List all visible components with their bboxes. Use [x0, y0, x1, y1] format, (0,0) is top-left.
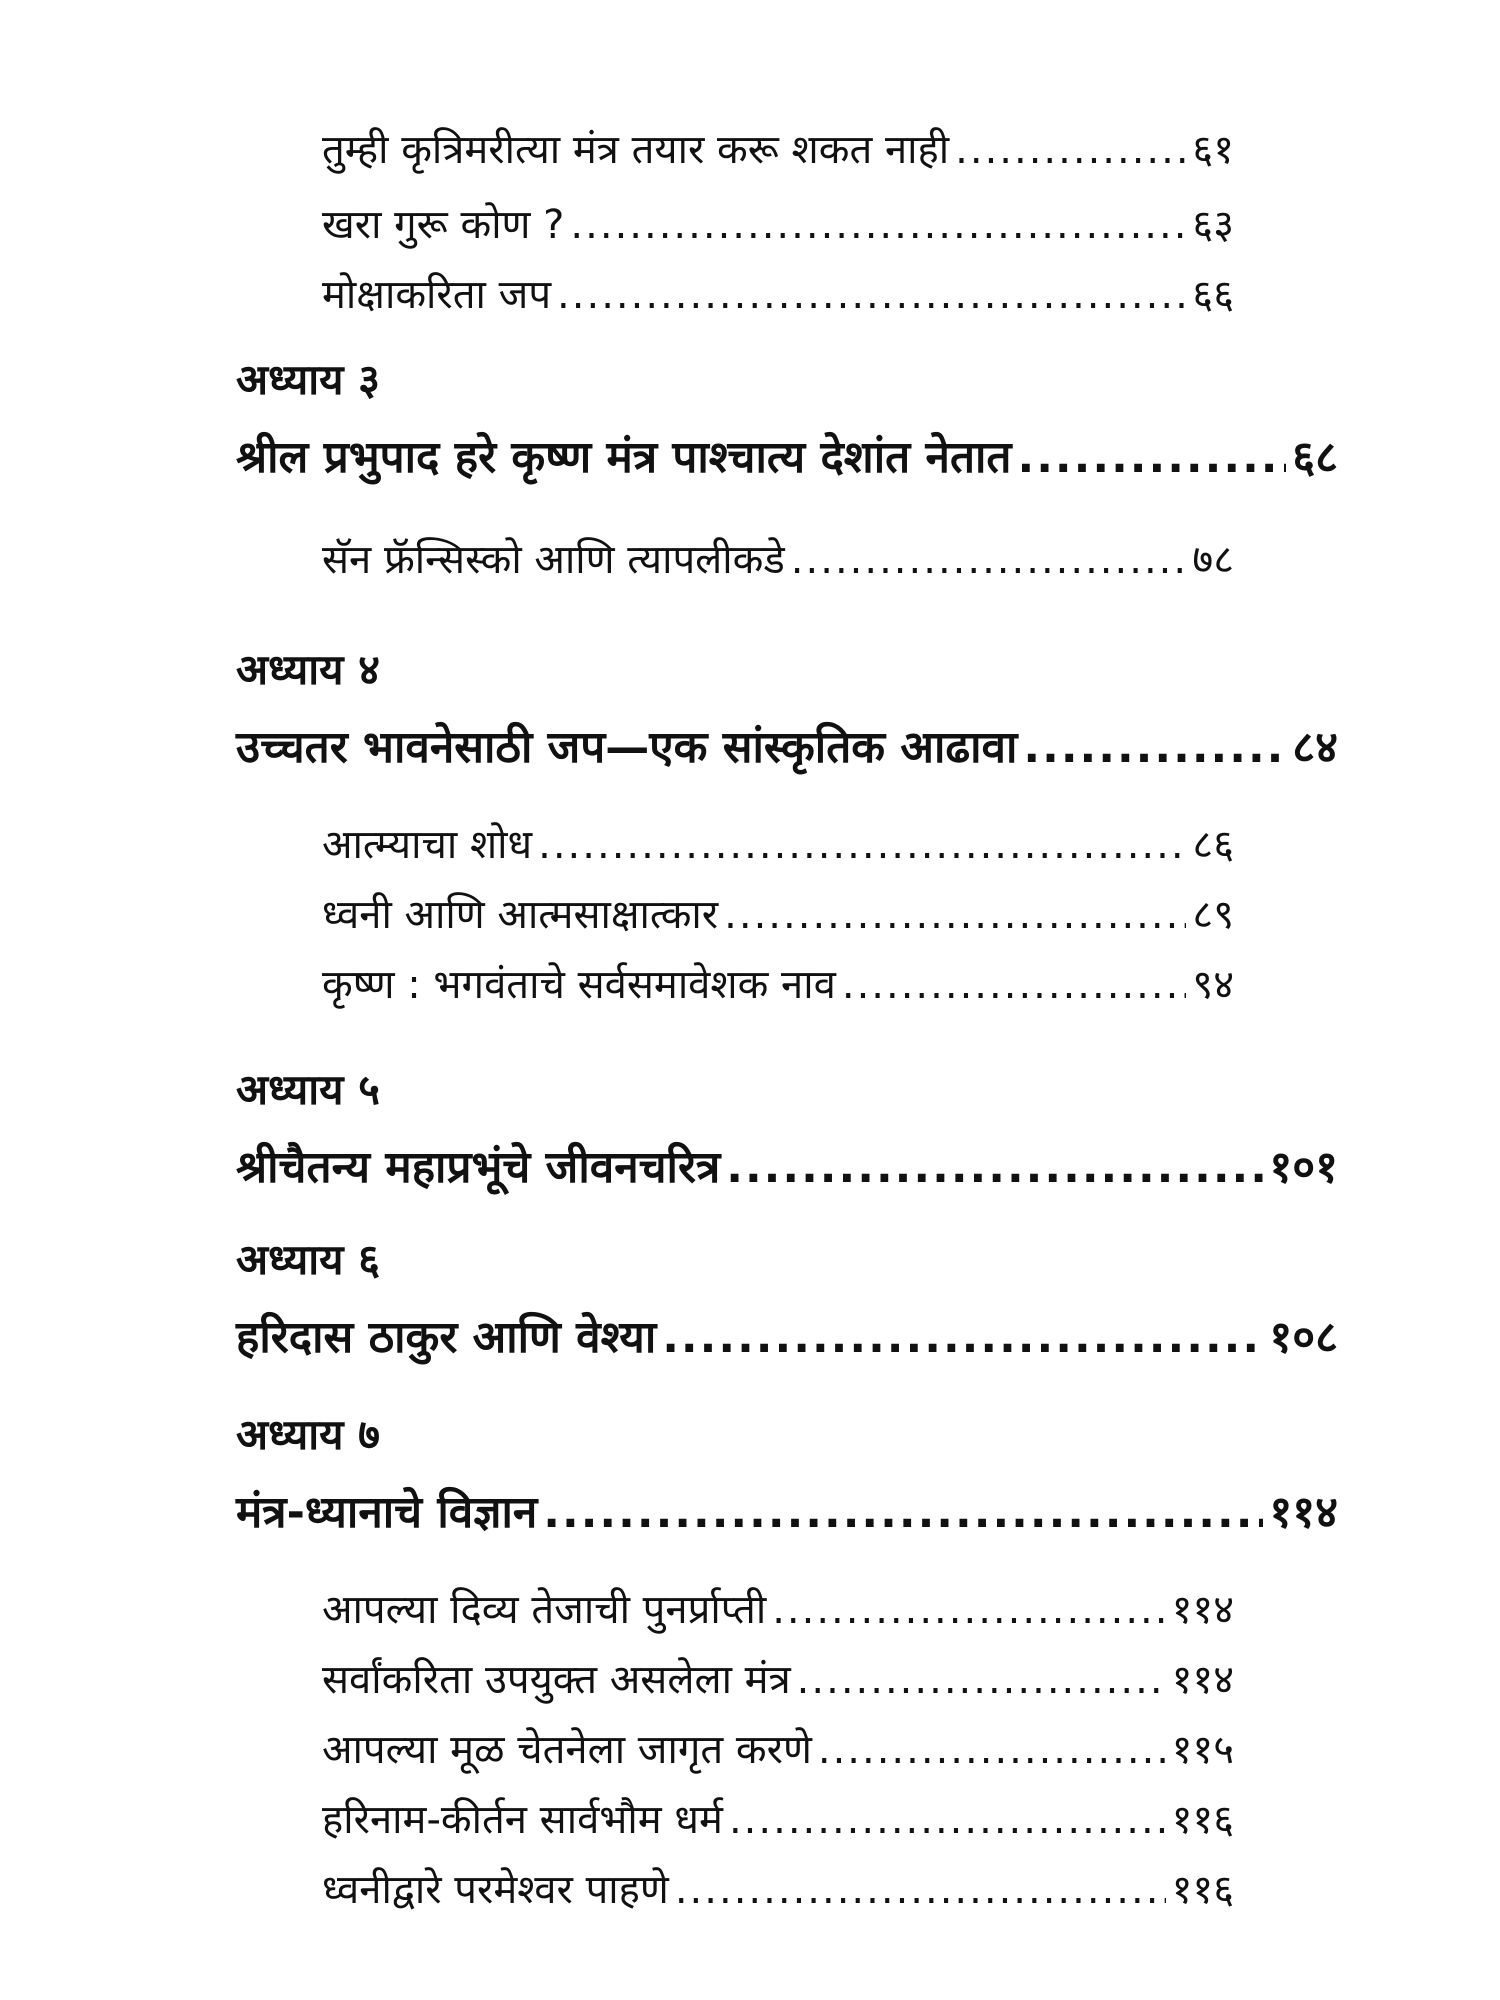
page-number: ६८ [1292, 432, 1338, 483]
section-entry [322, 955, 1234, 1015]
section-title: ध्वनी आणि आत्मसाक्षात्कार [322, 892, 719, 938]
chapter-entry [236, 715, 1338, 779]
section-title: सर्वांकरिता उपयुक्त असलेला मंत्र [322, 1657, 791, 1703]
chapter-label: अध्याय ४ [236, 645, 380, 694]
section-entry [322, 1650, 1234, 1710]
page-number: ६३ [1192, 202, 1234, 248]
section-entry [322, 885, 1234, 945]
dot-leader [955, 127, 1186, 173]
chapter-label: अध्याय ५ [236, 1065, 380, 1114]
dot-leader [726, 1142, 1263, 1193]
chapter-label: अध्याय ७ [236, 1410, 380, 1459]
section-title: ध्वनीद्वारे परमेश्वर पाहणे [322, 1867, 669, 1913]
page-number: ८६ [1192, 822, 1234, 868]
dot-leader [818, 1727, 1166, 1773]
chapter-entry [236, 1135, 1338, 1199]
section-title: तुम्ही कृत्रिमरीत्या मंत्र तयार करू शकत नाही [322, 127, 950, 173]
section-entry [322, 1580, 1234, 1640]
chapter-title: उच्चतर भावनेसाठी जप—एक सांस्कृतिक आढावा [236, 722, 1018, 773]
chapter-title: श्रील प्रभुपाद हरे कृष्ण मंत्र पाश्चात्य देशांत नेतात [236, 432, 1012, 483]
page-number: ८४ [1292, 722, 1338, 773]
section-entry [322, 815, 1234, 875]
chapter-entry [236, 425, 1338, 489]
dot-leader [543, 1487, 1263, 1538]
chapter-title: श्रीचैतन्य महाप्रभूंचे जीवनचरित्र [236, 1142, 721, 1193]
chapter-title: हरिदास ठाकुर आणि वेश्या [236, 1312, 657, 1363]
chapter-entry [236, 1480, 1338, 1544]
dot-leader [557, 272, 1186, 318]
section-entry [322, 1790, 1234, 1850]
page-number: ११६ [1171, 1867, 1234, 1913]
chapter-label: अध्याय ६ [236, 1235, 380, 1284]
page-number: १०८ [1269, 1312, 1338, 1363]
section-entry [322, 265, 1234, 325]
section-entry [322, 1720, 1234, 1780]
page-number: ८९ [1192, 892, 1234, 938]
dot-leader [538, 822, 1186, 868]
dot-leader [797, 1657, 1166, 1703]
section-title: आत्म्याचा शोध [322, 822, 533, 868]
section-title: आपल्या दिव्य तेजाची पुनर्प्राप्ती [322, 1587, 767, 1633]
dot-leader [1018, 432, 1287, 483]
page-number: ११४ [1269, 1487, 1338, 1538]
dot-leader [662, 1312, 1263, 1363]
section-entry [322, 530, 1234, 590]
dot-leader [1023, 722, 1286, 773]
section-entry [322, 195, 1234, 255]
section-entry [322, 120, 1234, 180]
chapter-title: मंत्र-ध्यानाचे विज्ञान [236, 1487, 538, 1538]
page-number: ६६ [1192, 272, 1234, 318]
chapter-label: अध्याय ३ [236, 355, 380, 404]
page-number: ११४ [1171, 1657, 1234, 1703]
page-number: ११६ [1171, 1797, 1234, 1843]
section-title: कृष्ण : भगवंताचे सर्वसमावेशक नाव [322, 962, 836, 1008]
section-title: आपल्या मूळ चेतनेला जागृत करणे [322, 1727, 812, 1773]
page-number: १०१ [1269, 1142, 1338, 1193]
page-number: ११५ [1171, 1727, 1234, 1773]
section-title: मोक्षाकरिता जप [322, 272, 552, 318]
dot-leader [675, 1867, 1166, 1913]
dot-leader [724, 892, 1186, 938]
dot-leader [570, 202, 1186, 248]
page-number: ११४ [1171, 1587, 1234, 1633]
dot-leader [772, 1587, 1165, 1633]
section-title: हरिनाम-कीर्तन सार्वभौम धर्म [322, 1797, 723, 1843]
page-number: ६१ [1192, 127, 1234, 173]
chapter-entry [236, 1305, 1338, 1369]
dot-leader [729, 1797, 1166, 1843]
section-entry [322, 1860, 1234, 1920]
section-title: खरा गुरू कोण ? [322, 202, 565, 248]
dot-leader [791, 537, 1187, 583]
section-title: सॅन फ्रॅन्सिस्को आणि त्यापलीकडे [322, 537, 785, 583]
dot-leader [842, 962, 1187, 1008]
page-number: ९४ [1192, 962, 1234, 1008]
page-number: ७८ [1192, 537, 1234, 583]
